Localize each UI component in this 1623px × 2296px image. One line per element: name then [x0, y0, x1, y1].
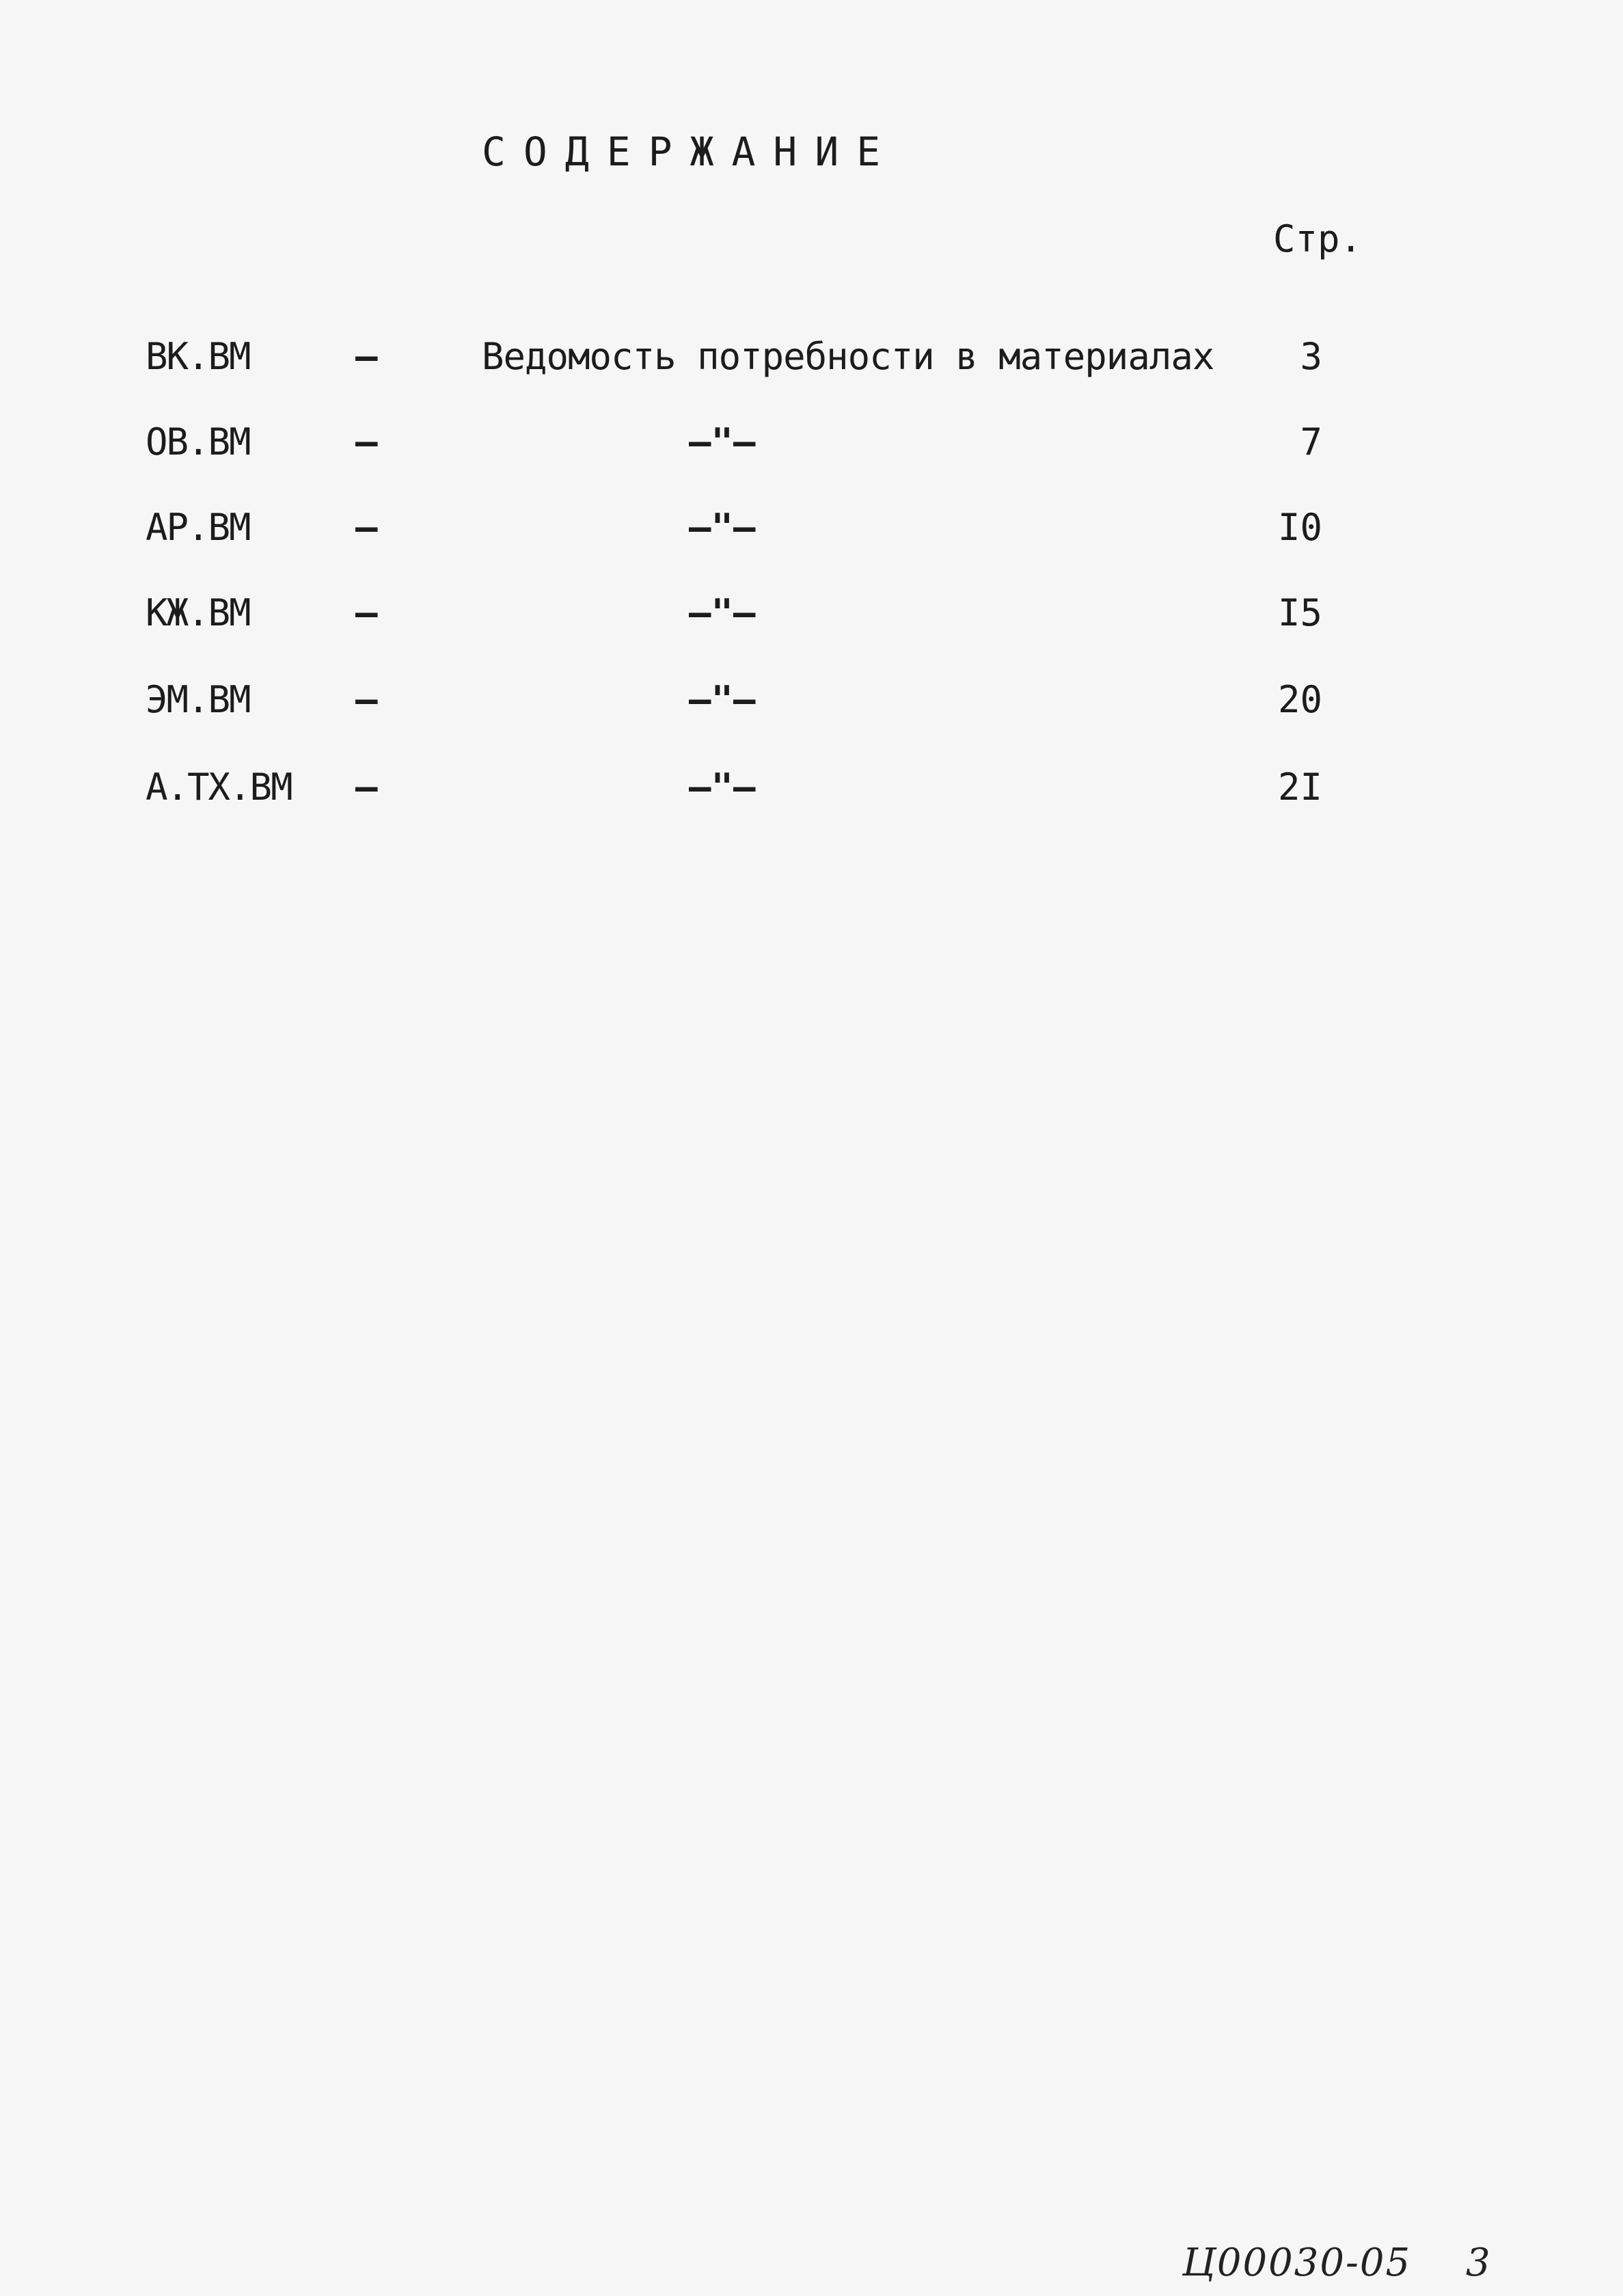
toc-page-number: I5 — [1277, 591, 1322, 634]
toc-dash: – — [355, 420, 378, 463]
toc-page-number: 7 — [1300, 420, 1322, 463]
toc-description-ditto: –"– — [689, 591, 756, 634]
toc-row — [0, 506, 1623, 561]
toc-dash: – — [355, 678, 378, 721]
toc-row — [0, 766, 1623, 820]
sheet-number: 3 — [1465, 2241, 1492, 2285]
toc-page-number: 20 — [1277, 678, 1322, 721]
toc-dash: – — [355, 506, 378, 549]
toc-page-number: 2I — [1277, 766, 1322, 809]
toc-description-ditto: –"– — [689, 678, 756, 721]
toc-code: ЭМ.ВМ — [146, 678, 250, 721]
toc-row — [0, 335, 1623, 390]
toc-code: А.ТХ.ВМ — [146, 766, 292, 809]
page-column-header: Стр. — [1273, 217, 1363, 260]
footer-document-number — [1182, 2241, 1492, 2285]
toc-row — [0, 420, 1623, 475]
toc-code: ОВ.ВМ — [146, 420, 250, 463]
toc-description-ditto: –"– — [689, 420, 756, 463]
toc-dash: – — [355, 591, 378, 634]
toc-dash: – — [355, 335, 378, 378]
toc-code: ВК.ВМ — [146, 335, 250, 378]
toc-description-ditto: –"– — [689, 766, 756, 809]
toc-description: Ведомость потребности в материалах — [482, 335, 1214, 378]
toc-page-number: 3 — [1300, 335, 1322, 378]
toc-code: КЖ.ВМ — [146, 591, 250, 634]
page-title: СОДЕРЖАНИЕ — [482, 129, 899, 175]
toc-description-ditto: –"– — [689, 506, 756, 549]
toc-dash: – — [355, 766, 378, 809]
toc-row — [0, 591, 1623, 646]
toc-page-number: I0 — [1277, 506, 1322, 549]
toc-row — [0, 678, 1623, 733]
toc-code: АР.ВМ — [146, 506, 250, 549]
document-code: Ц00030-05 — [1182, 2241, 1412, 2285]
